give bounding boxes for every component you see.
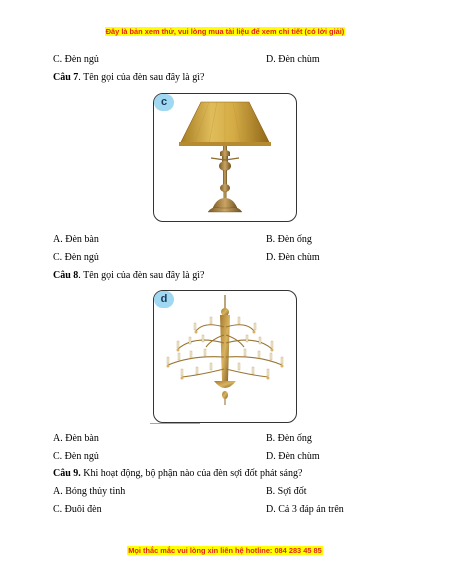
question-8-text: . Tên gọi của đèn sau đây là gì? (78, 270, 205, 281)
q8-option-c: C. Đèn ngủ (53, 451, 99, 462)
q7-option-b: B. Đèn ống (266, 234, 312, 245)
question-8 (53, 270, 204, 282)
q8-option-d: D. Đèn chùm (266, 451, 320, 462)
hotline-banner: Mọi thắc mắc vui lòng xin liên hệ hotline: 084 283 45 85 (128, 546, 322, 555)
q7-option-a: A. Đèn bàn (53, 234, 99, 245)
divider (150, 423, 200, 424)
question-9-label: Câu 9. (53, 468, 81, 479)
table-lamp-image (154, 94, 296, 221)
question-8-label: Câu 8 (53, 270, 79, 281)
question-9 (53, 468, 302, 480)
chandelier-image (154, 291, 296, 422)
image-card-table-lamp (153, 93, 297, 222)
q7-option-d: D. Đèn chùm (266, 252, 320, 263)
preview-banner: Đây là bản xem thử, vui lòng mua tài liệu để xem chi tiết (có lời giải) (105, 27, 345, 36)
image-badge: c (154, 94, 174, 111)
q9-option-b: B. Sợi đốt (266, 486, 307, 497)
image-card-chandelier (153, 290, 297, 423)
q9-option-d: D. Cả 3 đáp án trên (266, 504, 344, 515)
question-7-label: Câu 7 (53, 72, 79, 83)
option-c-prev: C. Đèn ngủ (53, 54, 99, 65)
q8-option-a: A. Đèn bàn (53, 433, 99, 444)
q7-option-c: C. Đèn ngủ (53, 252, 99, 263)
option-d-prev: D. Đèn chùm (266, 54, 320, 65)
question-9-text: Khi hoạt động, bộ phận nào của đèn sợi đốt phát sáng? (80, 468, 303, 479)
question-7-text: . Tên gọi của đèn sau đây là gì? (78, 72, 205, 83)
question-7 (53, 72, 204, 84)
image-badge: d (154, 291, 174, 308)
q9-option-a: A. Bóng thủy tinh (53, 486, 126, 497)
q8-option-b: B. Đèn ống (266, 433, 312, 444)
q9-option-c: C. Đuôi đèn (53, 504, 102, 515)
